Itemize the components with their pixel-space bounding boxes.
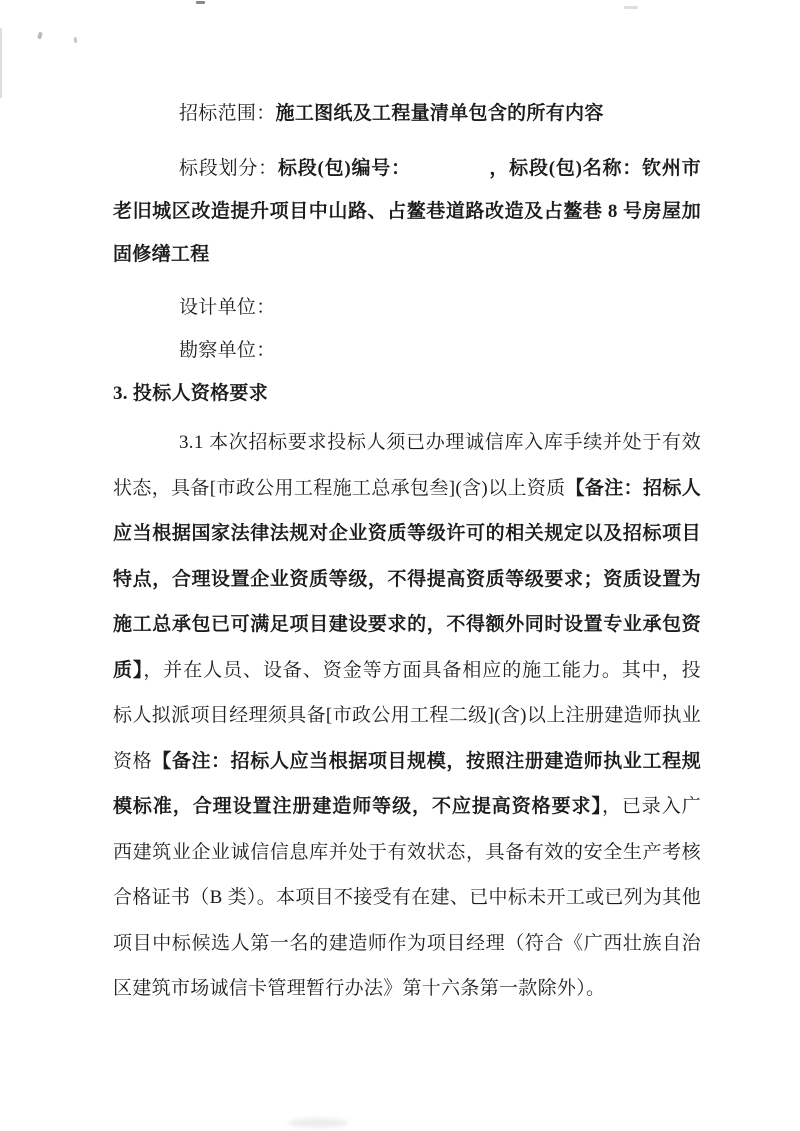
text-run: ，并在人员、设备、资金等方面具备相应的施工能力。其中，投标人拟派项目经理须具备[市政公用工程二级](含)以上注册建造师执业资格	[113, 659, 701, 772]
text-run: 3.1 本次招标要求投标人须已办理诚信库入库手续并处于有效状态，具备[市政公用工程施工总承包叁](含)以上资质	[113, 432, 701, 499]
scan-artifact	[624, 6, 638, 9]
scan-artifact	[74, 37, 78, 43]
paragraph-bid-scope	[113, 92, 701, 135]
paragraph-clause-3-1	[113, 420, 701, 1012]
text-run: 标段划分：	[179, 158, 278, 179]
paragraph-section-division	[113, 147, 701, 276]
text-run: 标段(包)编号：	[277, 158, 411, 179]
paragraph-survey-unit	[113, 329, 701, 372]
text-run: 招标范围：	[179, 103, 276, 124]
paragraph-qualification-heading	[113, 372, 701, 415]
text-run: 设计单位：	[179, 297, 276, 318]
text-run: ，已录入广西建筑业企业诚信信息库并处于有效状态，具备有效的安全生产考核合格证书（B 类）。本项目不接受有在建、已中标未开工或已列为其他项目中标候选人第一名的建造师作为项目经理（符合《广西壮族自治区建筑市场诚信卡管理暂行办法》第十六条第一款除外）。	[113, 796, 701, 999]
scan-artifact	[37, 32, 43, 40]
text-run: 【备注：招标人应当根据项目规模，按照注册建造师执业工程规模标准，合理设置注册建造师等级，不应提高资格要求】	[113, 750, 702, 817]
text-run: 勘察单位：	[179, 340, 276, 361]
paragraph-design-unit	[113, 286, 701, 329]
scan-artifact	[0, 28, 2, 98]
text-run: 【备注：招标人应当根据国家法律法规对企业资质等级许可的相关规定以及招标项目特点，合理设置企业资质等级，不得提高资质等级要求；资质设置为施工总承包已可满足项目建设要求的，不得额外同时设置专业承包资质】	[113, 477, 701, 681]
document-body	[113, 92, 701, 1012]
text-run: 3. 投标人资格要求	[113, 383, 269, 404]
scan-artifact	[196, 1, 205, 4]
text-run: ，标段(包)名称：钦州市老旧城区改造提升项目中山路、占鳌巷道路改造及占鳌巷 8 号房屋加固修缮工程	[113, 158, 701, 265]
text-run: 施工图纸及工程量清单包含的所有内容	[275, 103, 604, 124]
scan-artifact	[288, 1118, 348, 1128]
